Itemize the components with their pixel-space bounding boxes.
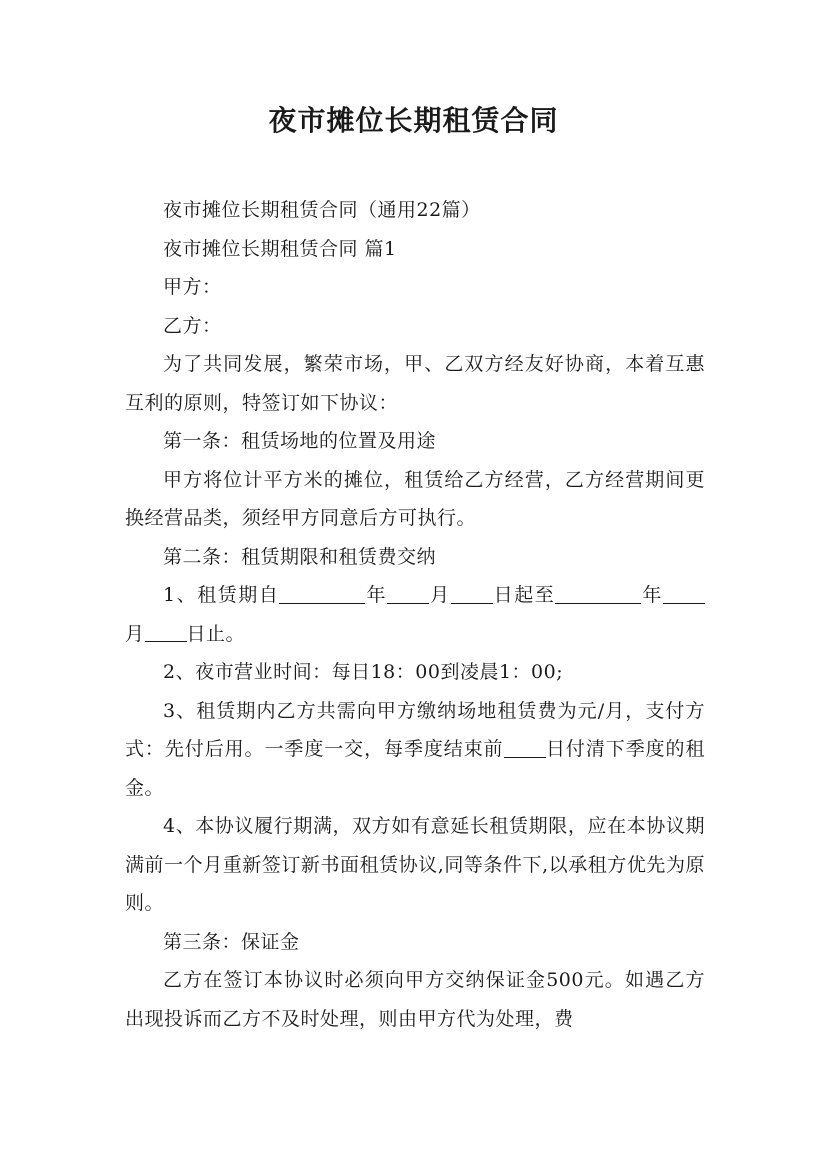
lease-day-end: 日止。 <box>186 622 246 645</box>
paragraph-article-3-body: 乙方在签订本协议时必须向甲方交纳保证金500元。如遇乙方出现投诉而乙方不及时处理，则由甲方代为处理，费 <box>125 969 705 1030</box>
paragraph-article-2: 第二条：租赁期限和租赁费交纳 <box>163 545 437 568</box>
lease-month-2: 月 <box>125 622 145 645</box>
paragraph-renewal: 4、本协议履行期满，双方如有意延长租赁期限，应在本协议期满前一个月重新签订新书面租赁协议,同等条件下,以承租方优先为原则。 <box>125 815 705 914</box>
lease-month-1: 月 <box>429 584 451 606</box>
paragraph-section-heading: 夜市摊位长期租赁合同 篇1 <box>163 237 397 260</box>
blank-day-end <box>145 620 187 642</box>
payment-part-1: 3、租赁期内乙方共需向甲方缴纳场地租赁费为元/月，支付方式：先付后用。一季度一交，每季度结束前 <box>125 699 705 760</box>
paragraph-article-3: 第三条：保证金 <box>163 930 300 953</box>
payment-part-2: 日付清下季度的租金。 <box>125 738 705 799</box>
blank-day-start <box>451 582 493 604</box>
paragraph-article-1-body: 甲方将位计平方米的摊位，租赁给乙方经营，乙方经营期间更换经营品类，须经甲方同意后方可执行。 <box>125 468 705 529</box>
lease-year-1: 年 <box>365 584 388 606</box>
paragraph-party-a: 甲方： <box>163 276 222 298</box>
paragraph-subtitle: 夜市摊位长期租赁合同（通用22篇） <box>163 199 481 221</box>
lease-prefix: 1、租赁期自 <box>163 584 280 606</box>
paragraph-payment <box>125 692 705 808</box>
blank-month-end <box>663 582 705 604</box>
lease-year-2: 年 <box>641 584 663 606</box>
document-title: 夜市摊位长期租赁合同 <box>268 104 559 137</box>
blank-payment-day <box>504 736 546 758</box>
document-body <box>125 191 705 1038</box>
blank-year-start <box>279 582 365 604</box>
paragraph-business-hours: 2、夜市营业时间：每日18：00到凌晨1：00; <box>163 661 564 683</box>
paragraph-party-b: 乙方： <box>163 314 222 337</box>
lease-day-from: 日起至 <box>492 584 556 606</box>
paragraph-preamble: 为了共同发展，繁荣市场，甲、乙双方经友好协商，本着互惠互利的原则，特签订如下协议： <box>125 353 705 414</box>
paragraph-lease-period <box>125 576 705 653</box>
blank-year-end <box>555 582 641 604</box>
paragraph-article-1: 第一条：租赁场地的位置及用途 <box>163 430 437 452</box>
blank-month-start <box>387 582 429 604</box>
